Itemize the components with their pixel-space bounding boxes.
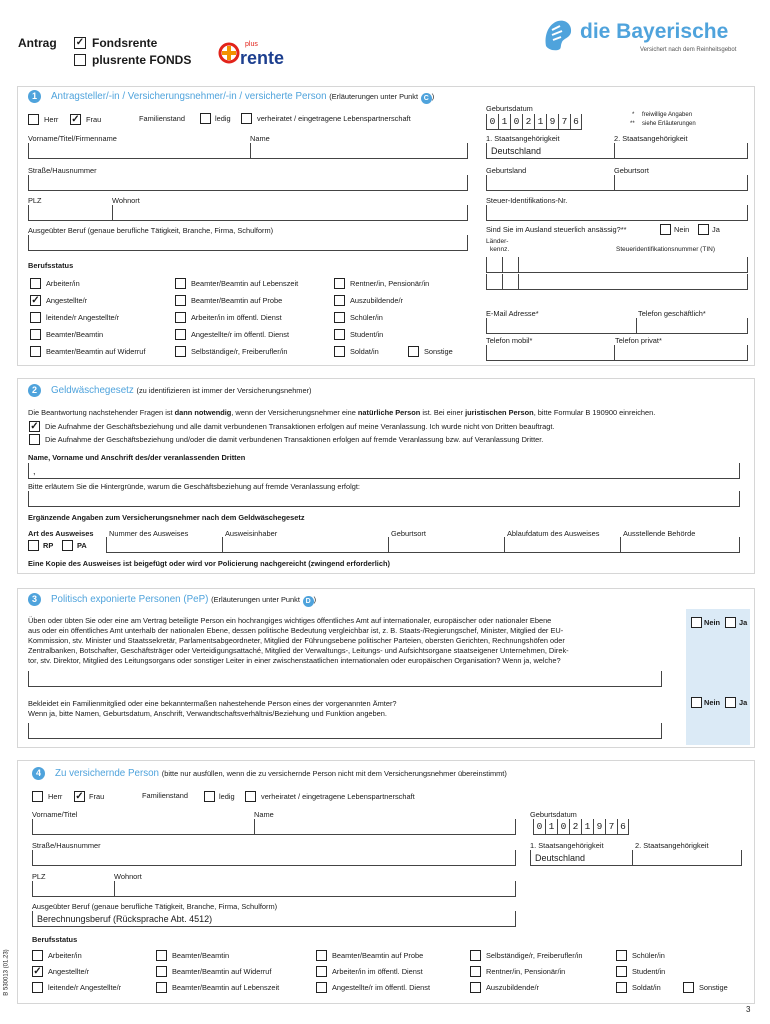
section-number-2: 2 — [28, 384, 41, 397]
hint-field[interactable] — [28, 491, 740, 507]
behoerde-label: Ausstellende Behörde — [623, 529, 696, 538]
status-label: Arbeiter/in im öffentl. Dienst — [191, 313, 282, 322]
status-checkbox[interactable] — [30, 312, 41, 323]
vorname-label: Vorname/Titel/Firmenname — [28, 134, 117, 143]
status-checkbox[interactable] — [156, 982, 167, 993]
status-checkbox[interactable] — [32, 950, 43, 961]
geburtsdatum-label: Geburtsdatum — [486, 104, 533, 113]
third-party-label: Die Aufnahme der Geschäftsbeziehung und/oder die damit verbundenen Transaktionen erfolgen auf fremde Veranlassung bzw. auf Veranlassung Dritter. — [45, 435, 544, 444]
status-label: Auszubildende/r — [486, 983, 540, 992]
rp-checkbox[interactable] — [28, 540, 39, 551]
herr-checkbox[interactable] — [32, 791, 43, 802]
beruf-label: Ausgeübter Beruf (genaue berufliche Tätigkeit, Branche, Firma, Schulform) — [32, 902, 278, 911]
ausland-nein-label: Nein — [674, 225, 690, 234]
status-checkbox[interactable] — [316, 950, 327, 961]
status-label: Soldat/in — [350, 347, 379, 356]
status-label: Angestellte/r im öffentl. Dienst — [191, 330, 290, 339]
wohnort-label: Wohnort — [112, 196, 140, 205]
status-label: Angestellte/r — [46, 296, 88, 305]
status-label: Beamter/Beamtin — [172, 951, 230, 960]
plz-label: PLZ — [28, 196, 42, 205]
third-party-checkbox[interactable] — [29, 434, 40, 445]
pep-q1-field[interactable] — [28, 671, 662, 687]
ledig-label: ledig — [215, 114, 231, 123]
birthdate-field[interactable]: 0 1 0 2 1 9 7 6 — [486, 114, 582, 130]
status-checkbox[interactable] — [156, 950, 167, 961]
status-checkbox[interactable] — [30, 329, 41, 340]
birthdate-field[interactable]: 0 1 0 2 1 9 7 6 — [533, 819, 629, 835]
status-label: Student/in — [632, 967, 666, 976]
status-label: Schüler/in — [632, 951, 665, 960]
pep-q2-line: Bekleidet ein Familienmitglied oder eine bekanntermaßen nahestehende Person eines der vorgenannten Ämter? — [28, 699, 397, 708]
email-field[interactable] — [486, 318, 636, 334]
plusrente-checkbox[interactable] — [74, 54, 86, 66]
ablauf-field[interactable] — [504, 537, 620, 553]
s2-intro: Die Beantwortung nachstehender Fragen ist dann notwendig, wenn der Versicherungsnehmer eine natürliche Person ist. Bei einer juristischen Person, bitte Formular B 190900 einreichen. — [28, 408, 656, 417]
pep-q2-field[interactable] — [28, 723, 662, 739]
kopie-note: Eine Kopie des Ausweises ist beigefügt oder wird vor Policierung nachgereicht (zwingend erforderlich) — [28, 559, 390, 568]
status-checkbox[interactable] — [175, 312, 186, 323]
status-label: Beamter/Beamtin auf Lebenszeit — [191, 279, 299, 288]
sonstige-checkbox[interactable] — [408, 346, 419, 357]
inhaber-label: Ausweisinhaber — [225, 529, 278, 538]
beruf-label: Ausgeübter Beruf (genaue berufliche Tätigkeit, Branche, Firma, Schulform) — [28, 226, 274, 235]
herr-label: Herr — [48, 792, 63, 801]
nummer-field[interactable] — [106, 537, 222, 553]
note-star2: ** — [630, 121, 635, 127]
status-checkbox[interactable]: ✓ — [33, 966, 42, 977]
plusrente-label: plusrente FONDS — [92, 53, 192, 67]
form-code: B 530013 (01.23) — [3, 949, 10, 996]
status-checkbox[interactable] — [616, 950, 627, 961]
status-label: Beamter/Beamtin auf Lebenszeit — [172, 983, 280, 992]
vorname-field[interactable] — [32, 819, 254, 835]
pa-checkbox[interactable] — [62, 540, 73, 551]
sa1-field[interactable]: Deutschland — [486, 143, 616, 159]
tin-row1-number[interactable] — [518, 257, 748, 273]
note-star2-text: siehe Erläuterungen — [642, 121, 696, 127]
status-checkbox[interactable] — [334, 278, 345, 289]
tel-g-label: Telefon geschäftlich* — [638, 309, 706, 318]
logo-plus-text: plus — [245, 41, 258, 48]
sonstige-label: Sonstige — [424, 347, 453, 356]
pep-q2-ja-checkbox[interactable] — [725, 697, 736, 708]
fondsrente-checkbox[interactable]: ✓ — [75, 37, 85, 48]
status-checkbox[interactable] — [156, 966, 167, 977]
pep-q2-nein-checkbox[interactable] — [691, 697, 702, 708]
status-label: Auszubildende/r — [350, 296, 404, 305]
brand-subtitle: Versichert nach dem Reinheitsgebot — [640, 47, 737, 53]
gort-field[interactable] — [388, 537, 504, 553]
status-label: Soldat/in — [632, 983, 661, 992]
geburtsdatum-label: Geburtsdatum — [530, 810, 577, 819]
section-geldwaesche — [17, 378, 755, 574]
verheiratet-checkbox[interactable] — [245, 791, 256, 802]
status-checkbox[interactable] — [470, 966, 481, 977]
sa2-label: 2. Staatsangehörigkeit — [614, 134, 688, 143]
sonstige-label: Sonstige — [699, 983, 728, 992]
pep-q1-ja-checkbox[interactable] — [725, 617, 736, 628]
status-checkbox[interactable] — [334, 295, 345, 306]
wohnort-field[interactable] — [114, 881, 516, 897]
tin-row1-country[interactable] — [486, 257, 502, 273]
verheiratet-label: verheiratet / eingetragene Lebenspartnerschaft — [261, 792, 415, 801]
fondsrente-label: Fondsrente — [92, 36, 158, 50]
pep-q1-ja-label: Ja — [739, 618, 748, 627]
ledig-checkbox[interactable] — [200, 113, 211, 124]
section-3-title: Politisch exponierte Personen (PeP) (Erläuterungen unter Punkt D ) — [51, 594, 317, 605]
ausland-ja-checkbox[interactable] — [698, 224, 709, 235]
pep-q1-nein-label: Nein — [704, 618, 721, 627]
familienstand-label: Familienstand — [142, 791, 189, 800]
tin-row1-country2[interactable] — [502, 257, 518, 273]
strasse-label: Straße/Hausnummer — [28, 166, 97, 175]
name-field[interactable] — [250, 143, 468, 159]
status-label: Beamter/Beamtin — [46, 330, 104, 339]
pa-label: PA — [77, 541, 87, 550]
plz-field[interactable] — [28, 205, 112, 221]
pep-q2-nein-label: Nein — [704, 698, 721, 707]
status-label: leitende/r Angestellte/r — [48, 983, 122, 992]
geburtsort-label: Geburtsort — [614, 166, 649, 175]
herr-label: Herr — [44, 115, 59, 124]
status-checkbox[interactable] — [334, 329, 345, 340]
vorname-field[interactable] — [28, 143, 268, 159]
berufsstatus-label: Berufsstatus — [32, 935, 78, 944]
own-initiative-label: Die Aufnahme der Geschäftsbeziehung und alle damit verbundenen Transaktionen erfolgen auf meine Veranlassung. Ich wurde nicht von Dritten beauftragt. — [45, 422, 555, 431]
sa2-field[interactable] — [614, 143, 748, 159]
ablauf-label: Ablaufdatum des Ausweises — [507, 529, 600, 538]
pep-q1-line: Zentralbanken, Botschafter, Geschäftsträger oder Verteidigungsattaché, Mitglied der Verwaltungs-, Leitungs- und Aufsichtsorgane staatseigener Unternehmen, Direk- — [28, 646, 569, 655]
name-label: Name — [250, 134, 270, 143]
plz-field[interactable] — [32, 881, 114, 897]
ausland-ja-label: Ja — [712, 225, 720, 234]
geburtsort-field[interactable] — [614, 175, 748, 191]
status-label: Rentner/in, Pensionär/in — [486, 967, 566, 976]
ledig-label: ledig — [219, 792, 235, 801]
name-label: Name — [254, 810, 274, 819]
nummer-label: Nummer des Ausweises — [109, 529, 189, 538]
status-label: Beamter/Beamtin auf Probe — [191, 296, 283, 305]
status-label: Beamter/Beamtin auf Widerruf — [46, 347, 146, 356]
behoerde-field[interactable] — [620, 537, 740, 553]
frau-label: Frau — [89, 792, 105, 801]
sa2-label: 2. Staatsangehörigkeit — [635, 841, 709, 850]
status-label: Rentner/in, Pensionär/in — [350, 279, 430, 288]
section-1-title: Antragsteller/-in / Versicherungsnehmer/-in / versicherte Person (Erläuterungen unter Punkt C ) — [51, 91, 435, 102]
verheiratet-label: verheiratet / eingetragene Lebenspartnerschaft — [257, 114, 411, 123]
tin-row2-country2[interactable] — [502, 274, 518, 290]
email-label: E-Mail Adresse* — [486, 309, 539, 318]
strasse-label: Straße/Hausnummer — [32, 841, 101, 850]
berufsstatus-label: Berufsstatus — [28, 261, 74, 270]
art-label: Art des Ausweises — [28, 529, 94, 538]
ausland-nein-checkbox[interactable] — [660, 224, 671, 235]
tin-row2-number[interactable] — [518, 274, 748, 290]
strasse-field[interactable] — [28, 175, 468, 191]
logo-rente-text: rente — [240, 48, 285, 68]
geburtsland-field[interactable] — [486, 175, 616, 191]
strasse-field[interactable] — [32, 850, 516, 866]
status-checkbox[interactable] — [316, 982, 327, 993]
status-checkbox[interactable] — [470, 950, 481, 961]
pep-q2-line: Wenn ja, bitte Namen, Geburtsdatum, Anschrift, Verwandtschaftsverhältnis/Beziehung und Funktion angeben. — [28, 709, 387, 718]
sonstige-checkbox[interactable] — [683, 982, 694, 993]
status-checkbox[interactable] — [334, 346, 345, 357]
frau-label: Frau — [86, 115, 102, 124]
beruf-field[interactable] — [28, 235, 468, 251]
beruf-field[interactable]: Berechnungsberuf (Rücksprache Abt. 4512) — [32, 911, 516, 927]
status-label: Arbeiter/in im öffentl. Dienst — [332, 967, 423, 976]
section-insured-person — [17, 760, 755, 1004]
dritte-label: Name, Vorname und Anschrift des/der veranlassenden Dritten — [28, 453, 246, 462]
hint-label: Bitte erläutern Sie die Hintergründe, warum die Geschäftsbeziehung auf fremde Veranlassung erfolgt: — [28, 482, 360, 491]
status-checkbox[interactable] — [334, 312, 345, 323]
pep-answer-column — [686, 609, 750, 745]
note-star1: * — [632, 112, 635, 118]
status-checkbox[interactable] — [32, 982, 43, 993]
plz-label: PLZ — [32, 872, 46, 881]
status-checkbox[interactable] — [30, 278, 41, 289]
status-checkbox[interactable] — [316, 966, 327, 977]
status-checkbox[interactable] — [175, 329, 186, 340]
section-number-3: 3 — [28, 593, 41, 606]
gort-label: Geburtsort — [391, 529, 426, 538]
status-label: Angestellte/r im öffentl. Dienst — [332, 983, 431, 992]
note-star1-text: freiwillige Angaben — [642, 112, 693, 118]
lion-logo-icon — [540, 16, 576, 57]
section-applicant — [17, 86, 755, 366]
status-label: Arbeiter/in — [48, 951, 82, 960]
dritte-field[interactable]: , — [28, 463, 740, 479]
laender-label-2: kennz. — [490, 246, 510, 253]
familienstand-label: Familienstand — [139, 114, 186, 123]
status-label: Angestellte/r — [48, 967, 90, 976]
ausland-question: Sind Sie im Ausland steuerlich ansässig?** — [486, 225, 627, 234]
sa1-field[interactable]: Deutschland — [530, 850, 632, 866]
name-field[interactable] — [254, 819, 516, 835]
steuer-id-field[interactable] — [486, 205, 748, 221]
frau-checkbox[interactable]: ✓ — [75, 791, 84, 802]
own-initiative-checkbox[interactable]: ✓ — [30, 421, 39, 432]
antrag-label: Antrag — [18, 36, 57, 50]
section-4-title: Zu versichernde Person (bitte nur ausfüllen, wenn die zu versichernde Person nicht mit dem Versicherungsnehmer übereinstimmt) — [55, 768, 507, 779]
laender-label-1: Länder- — [486, 238, 509, 245]
status-checkbox[interactable] — [175, 295, 186, 306]
sa1-label: 1. Staatsangehörigkeit — [486, 134, 560, 143]
status-label: Selbständige/r, Freiberufler/in — [486, 951, 583, 960]
status-label: Selbständige/r, Freiberufler/in — [191, 347, 288, 356]
section-number-1: 1 — [28, 90, 41, 103]
wohnort-label: Wohnort — [114, 872, 142, 881]
frau-checkbox[interactable]: ✓ — [71, 114, 80, 125]
status-checkbox[interactable] — [175, 278, 186, 289]
status-label: Beamter/Beamtin auf Widerruf — [172, 967, 272, 976]
vorname-label: Vorname/Titel — [32, 810, 78, 819]
wohnort-field[interactable] — [112, 205, 468, 221]
tin-label: Steueridentifikationsnummer (TIN) — [616, 246, 715, 253]
tel-p-field[interactable] — [614, 345, 748, 361]
rp-label: RP — [43, 541, 54, 550]
section-2-title: Geldwäschegesetz (zu identifizieren ist immer der Versicherungsnehmer) — [51, 385, 312, 396]
status-checkbox[interactable] — [175, 346, 186, 357]
status-checkbox[interactable] — [616, 982, 627, 993]
steuer-id-label: Steuer-Identifikations-Nr. — [486, 196, 568, 205]
verheiratet-checkbox[interactable] — [241, 113, 252, 124]
status-label: Student/in — [350, 330, 384, 339]
tel-p-label: Telefon privat* — [615, 336, 662, 345]
pep-q1-nein-checkbox[interactable] — [691, 617, 702, 628]
status-checkbox[interactable]: ✓ — [31, 295, 40, 306]
section-number-4: 4 — [32, 767, 45, 780]
sa2-field[interactable] — [632, 850, 742, 866]
inhaber-field[interactable] — [222, 537, 388, 553]
ledig-checkbox[interactable] — [204, 791, 215, 802]
status-label: leitende/r Angestellte/r — [46, 313, 120, 322]
status-label: Beamter/Beamtin auf Probe — [332, 951, 424, 960]
tel-g-field[interactable] — [636, 318, 748, 334]
status-checkbox[interactable] — [616, 966, 627, 977]
plusrente-logo — [218, 42, 240, 69]
page-number: 3 — [746, 1005, 751, 1014]
pep-q1-line: tor, stv. Direktor, Mitglied des Leitungsorgans oder sonstiger Leiter in einer zwischenstaatlichen internationalen oder europäischen Organisation? Wenn ja, welche? — [28, 656, 561, 665]
tel-m-field[interactable] — [486, 345, 616, 361]
pep-q1-line: Üben oder übten Sie oder eine am Vertrag beteiligte Person ein hochrangiges wichtiges öffentliches Amt auf internationaler, europäischer oder nationaler Ebene — [28, 616, 552, 625]
erg-label: Ergänzende Angaben zum Versicherungsnehmer nach dem Geldwäschegesetz — [28, 513, 305, 522]
status-checkbox[interactable] — [470, 982, 481, 993]
brand-name: die Bayerische — [580, 20, 729, 43]
sa1-label: 1. Staatsangehörigkeit — [530, 841, 604, 850]
tin-row2-country[interactable] — [486, 274, 502, 290]
herr-checkbox[interactable] — [28, 114, 39, 125]
pep-q2-ja-label: Ja — [739, 698, 748, 707]
status-label: Schüler/in — [350, 313, 383, 322]
status-label: Arbeiter/in — [46, 279, 80, 288]
pep-q1-line: aus oder ein öffentliches Amt unterhalb der nationalen Ebene, dessen politische Bedeutung vergleichbar ist, z. B. Staats-/Regierungschef, Minister, Mitglied der EU- — [28, 626, 564, 635]
geburtsland-label: Geburtsland — [486, 166, 527, 175]
section-pep — [17, 588, 755, 748]
pep-q1-line: Kommission, stv. Minister und Staatssekretär, Parlamentsabgeordneter, Mitglied der Führungsebene politischer Parteien, obersten Gerichten, Rechnungshöfen oder — [28, 636, 565, 645]
status-checkbox[interactable] — [30, 346, 41, 357]
tel-m-label: Telefon mobil* — [486, 336, 533, 345]
